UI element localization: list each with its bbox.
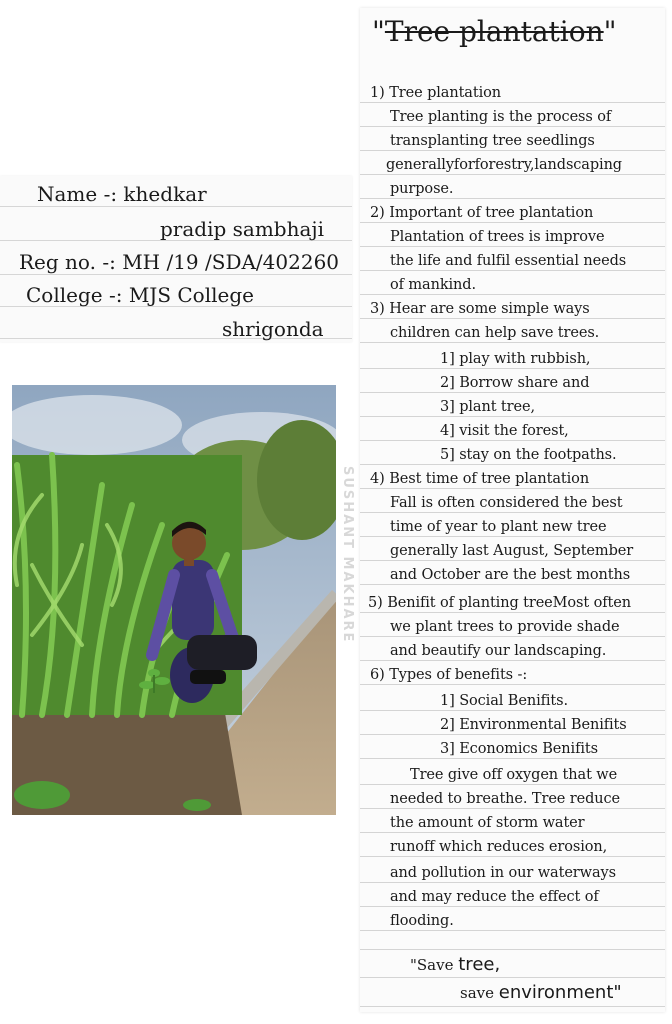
college-cont: shrigonda xyxy=(222,317,324,341)
ruled-line xyxy=(360,584,665,585)
ruled-line xyxy=(360,464,665,465)
notebook-page xyxy=(360,8,665,1012)
ruled-line xyxy=(0,206,352,207)
ruled-line xyxy=(360,930,665,931)
ruled-line xyxy=(360,684,665,685)
ruled-line xyxy=(360,294,665,295)
ruled-line xyxy=(360,758,665,759)
ruled-line xyxy=(360,150,665,151)
note-line: 3] plant tree, xyxy=(440,399,535,415)
note-line: 1] Social Benifits. xyxy=(440,693,568,709)
closing-save: "Save xyxy=(410,956,459,974)
ruled-line xyxy=(360,808,665,809)
college-label: College -: MJS College xyxy=(26,283,254,307)
note-line: 4] visit the forest, xyxy=(440,423,569,439)
ruled-line xyxy=(360,882,665,883)
title-text: Tree plantation xyxy=(384,15,604,48)
ruled-line xyxy=(360,270,665,271)
note-line: and pollution in our waterways xyxy=(390,865,616,881)
ruled-line xyxy=(360,977,665,978)
ruled-line xyxy=(360,612,665,613)
title-quote-open: " xyxy=(372,15,385,48)
note-line: flooding. xyxy=(390,913,454,929)
ruled-line xyxy=(360,222,665,223)
ruled-line xyxy=(360,560,665,561)
ruled-line xyxy=(360,1006,665,1007)
note-line: the life and fulfil essential needs xyxy=(390,253,627,269)
note-line: Plantation of trees is improve xyxy=(390,229,605,245)
ruled-line xyxy=(360,102,665,103)
ruled-line xyxy=(360,174,665,175)
ruled-line xyxy=(360,488,665,489)
ruled-line xyxy=(360,734,665,735)
note-line: time of year to plant new tree xyxy=(390,519,607,535)
closing-tree: tree, xyxy=(458,954,501,975)
note-line: 4) Best time of tree plantation xyxy=(370,471,590,487)
ruled-line xyxy=(360,318,665,319)
tree-planting-photo xyxy=(12,385,336,815)
note-line: transplanting tree seedlings xyxy=(390,133,595,149)
student-name-label: Name -: khedkar xyxy=(37,182,207,206)
note-line: generally last August, September xyxy=(390,543,634,559)
ruled-line xyxy=(360,392,665,393)
note-line: runoff which reduces erosion, xyxy=(390,839,608,855)
page-title xyxy=(372,14,617,50)
closing-line-2 xyxy=(460,982,622,1004)
title-quote-close: " xyxy=(603,15,617,48)
note-line: 5) Benifit of planting treeMost often xyxy=(368,595,631,611)
note-line: Tree planting is the process of xyxy=(390,109,612,125)
note-line: we plant trees to provide shade xyxy=(390,619,620,635)
closing-save-2: save xyxy=(460,984,499,1002)
note-line: and October are the best months xyxy=(390,567,631,583)
registration-number: Reg no. -: MH /19 /SDA/402260 xyxy=(19,250,340,274)
ruled-line xyxy=(360,784,665,785)
note-line: 6) Types of benefits -: xyxy=(370,667,528,683)
note-line: generallyforforestry,landscaping xyxy=(386,157,622,173)
note-line: Fall is often considered the best xyxy=(390,495,623,511)
ruled-line xyxy=(360,949,665,950)
note-line: children can help save trees. xyxy=(390,325,600,341)
note-line: 1) Tree plantation xyxy=(370,85,501,101)
note-line: 1] play with rubbish, xyxy=(440,351,591,367)
ruled-line xyxy=(360,660,665,661)
student-name-cont: pradip sambhaji xyxy=(160,217,325,241)
ruled-line xyxy=(360,832,665,833)
ruled-line xyxy=(360,440,665,441)
note-line: needed to breathe. Tree reduce xyxy=(390,791,621,807)
note-line: Tree give off oxygen that we xyxy=(410,767,618,783)
note-line: 3] Economics Benifits xyxy=(440,741,598,757)
watermark-text: SUSHANT MAKHARE xyxy=(340,466,355,644)
closing-environment: environment" xyxy=(498,982,622,1003)
student-info-card xyxy=(0,176,352,342)
note-line: the amount of storm water xyxy=(390,815,585,831)
note-line: and beautify our landscaping. xyxy=(390,643,607,659)
note-line: and may reduce the effect of xyxy=(390,889,599,905)
ruled-line xyxy=(360,246,665,247)
note-line: 2) Important of tree plantation xyxy=(370,205,594,221)
ruled-line xyxy=(360,906,665,907)
closing-line-1 xyxy=(410,954,500,976)
ruled-line xyxy=(360,342,665,343)
ruled-line xyxy=(360,512,665,513)
note-line: 2] Environmental Benifits xyxy=(440,717,627,733)
ruled-line xyxy=(360,536,665,537)
ruled-line xyxy=(360,368,665,369)
ruled-line xyxy=(360,416,665,417)
note-line: 5] stay on the footpaths. xyxy=(440,447,617,463)
note-line: 3) Hear are some simple ways xyxy=(370,301,590,317)
ruled-line xyxy=(360,126,665,127)
ruled-line xyxy=(360,710,665,711)
note-line: purpose. xyxy=(390,181,454,197)
ruled-line xyxy=(360,198,665,199)
ruled-line xyxy=(0,274,352,275)
note-line: of mankind. xyxy=(390,277,476,293)
note-line: 2] Borrow share and xyxy=(440,375,590,391)
ruled-line xyxy=(360,636,665,637)
ruled-line xyxy=(360,856,665,857)
